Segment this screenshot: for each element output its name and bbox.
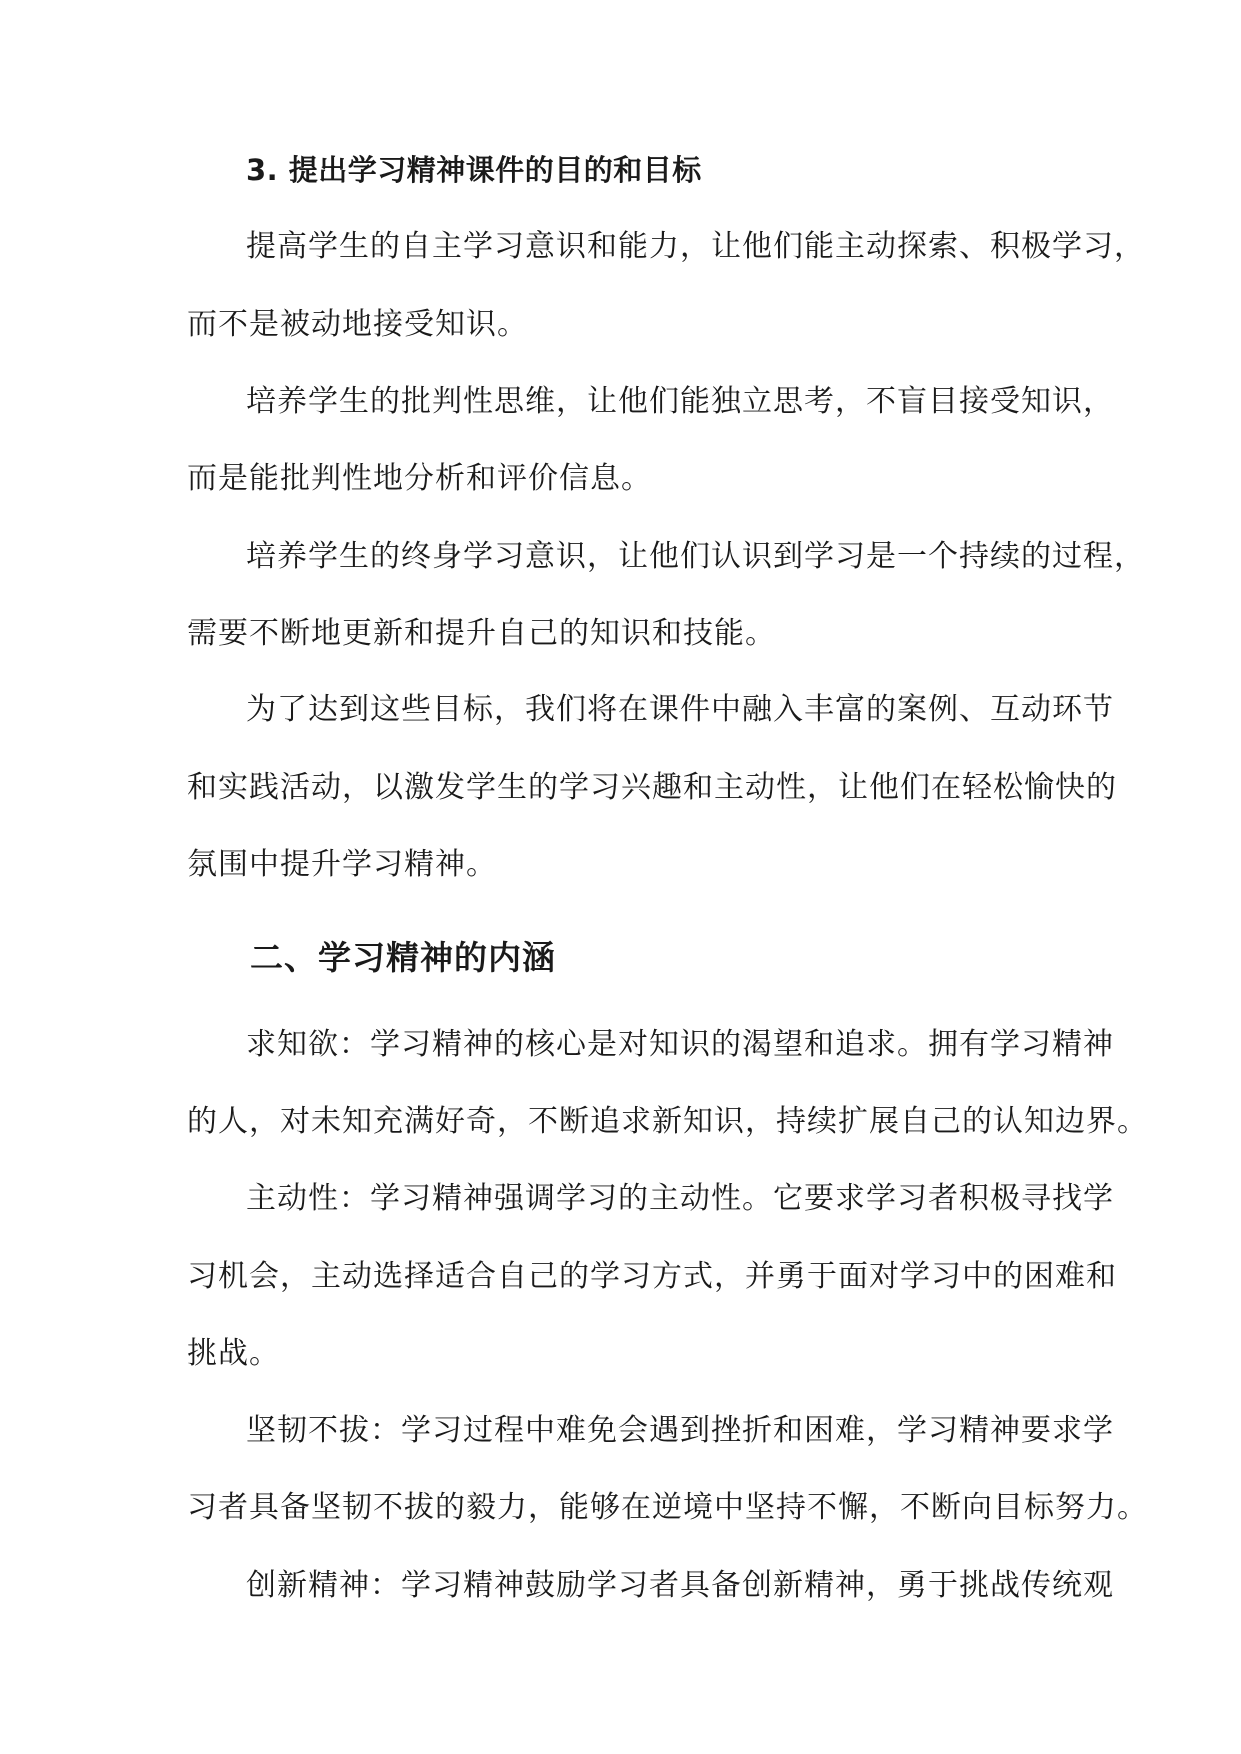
paragraph-6-line-2: 习机会，主动选择适合自己的学习方式，并勇于面对学习中的困难和 — [187, 1259, 1117, 1294]
paragraph-4-line-2: 和实践活动，以激发学生的学习兴趣和主动性，让他们在轻松愉快的 — [187, 770, 1117, 805]
paragraph-7-line-2: 习者具备坚韧不拔的毅力，能够在逆境中坚持不懈，不断向目标努力。 — [187, 1490, 1148, 1525]
paragraph-3-line-1: 培养学生的终身学习意识，让他们认识到学习是一个持续的过程， — [246, 539, 1145, 574]
paragraph-7-line-1: 坚韧不拔：学习过程中难免会遇到挫折和困难，学习精神要求学 — [246, 1413, 1114, 1448]
paragraph-2-line-1: 培养学生的批判性思维，让他们能独立思考，不盲目接受知识， — [246, 384, 1114, 419]
paragraph-8-line-1: 创新精神：学习精神鼓励学习者具备创新精神，勇于挑战传统观 — [246, 1568, 1114, 1603]
subheading-purpose-goals: 3. 提出学习精神课件的目的和目标 — [246, 153, 702, 187]
paragraph-2-line-2: 而是能批判性地分析和评价信息。 — [187, 461, 652, 496]
paragraph-1-line-1: 提高学生的自主学习意识和能力，让他们能主动探索、积极学习， — [246, 229, 1145, 264]
paragraph-5-line-2: 的人，对未知充满好奇，不断追求新知识，持续扩展自己的认知边界。 — [187, 1104, 1148, 1139]
paragraph-4-line-1: 为了达到这些目标，我们将在课件中融入丰富的案例、互动环节 — [246, 692, 1114, 727]
paragraph-1-line-2: 而不是被动地接受知识。 — [187, 307, 528, 342]
paragraph-3-line-2: 需要不断地更新和提升自己的知识和技能。 — [187, 616, 776, 651]
paragraph-6-line-3: 挑战。 — [187, 1336, 280, 1371]
paragraph-5-line-1: 求知欲：学习精神的核心是对知识的渴望和追求。拥有学习精神 — [246, 1027, 1114, 1062]
section-heading-connotation: 二、学习精神的内涵 — [250, 938, 556, 977]
paragraph-4-line-3: 氛围中提升学习精神。 — [187, 847, 497, 882]
paragraph-6-line-1: 主动性：学习精神强调学习的主动性。它要求学习者积极寻找学 — [246, 1181, 1114, 1216]
